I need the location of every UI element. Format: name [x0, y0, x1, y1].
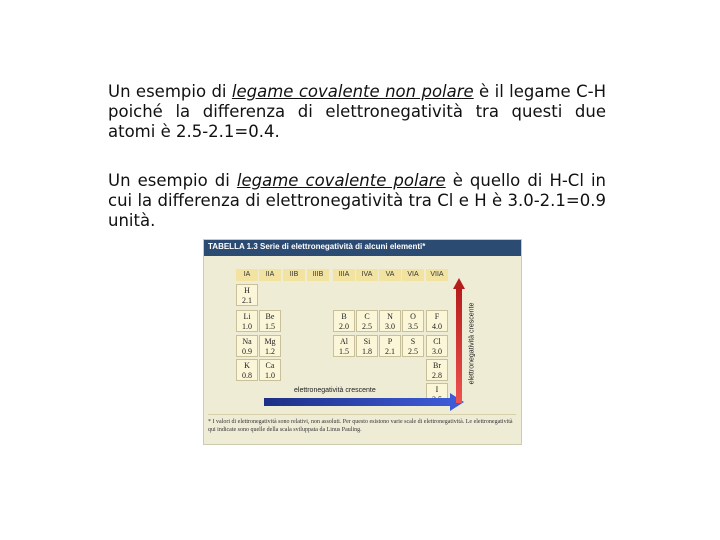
element-cell-i: I	[426, 383, 448, 405]
element-cell-be: Be 1.5	[259, 310, 281, 332]
vertical-arrow-label: elettronegatività crescente	[468, 302, 476, 385]
paragraph-nonpolar	[108, 82, 606, 142]
element-cell-br: Br 2.8	[426, 359, 448, 381]
element-cell-c: C 2.5	[356, 310, 378, 332]
element-cell-li: Li 1.0	[236, 310, 258, 332]
element-cell-si: Si 1.8	[356, 335, 378, 357]
group-iia: IIA	[259, 269, 281, 281]
group-viia: VIIA	[426, 269, 448, 281]
element-cell-ca: Ca 1.0	[259, 359, 281, 381]
paragraph2-prefix: Un esempio di	[108, 171, 237, 190]
paragraph-polar	[108, 171, 606, 231]
element-cell-mg: Mg 1.2	[259, 335, 281, 357]
element-cell-f: F 4.0	[426, 310, 448, 332]
table-title: TABELLA 1.3 Serie di elettronegatività di alcuni elementi*	[208, 242, 426, 251]
group-iiia: IIIA	[333, 269, 355, 281]
footnote-divider	[208, 414, 516, 415]
term-nonpolar: legame covalente non polare	[231, 82, 474, 101]
table-footnote: * I valori di elettronegatività sono relativi, non assoluti. Per questo esistono varie scale di elettronegatività. Le elettronegatività qui indicate sono quelle della scala sviluppata da Linus Pauling.	[208, 419, 513, 433]
horizontal-arrow-icon	[264, 398, 450, 406]
element-cell-n: N 3.0	[379, 310, 401, 332]
horizontal-arrow-label: elettronegatività crescente	[294, 387, 376, 394]
paragraph1-suffix: è il legame C-H poiché la differenza di elettronegatività tra questi due atomi è 2.5-2.1=0.4.	[108, 82, 606, 141]
group-iiib: IIIB	[307, 269, 329, 281]
element-cell-al: Al 1.5	[333, 335, 355, 357]
element-cell-s: S 2.5	[402, 335, 424, 357]
group-va: VA	[379, 269, 401, 281]
element-cell-o: O 3.5	[402, 310, 424, 332]
element-cell-na: Na 0.9	[236, 335, 258, 357]
element-cell-cl: Cl 3.0	[426, 335, 448, 357]
group-ia: IA	[236, 269, 258, 281]
element-cell-b: B 2.0	[333, 310, 355, 332]
element-cell-h: H 2.1	[236, 284, 258, 306]
element-cell-p: P 2.1	[379, 335, 401, 357]
element-cell-k: K 0.8	[236, 359, 258, 381]
term-polar: legame covalente polare	[236, 171, 446, 190]
vertical-arrow-icon	[456, 288, 462, 403]
group-via: VIA	[402, 269, 424, 281]
electronegativity-table-figure	[203, 239, 522, 445]
group-iva: IVA	[356, 269, 378, 281]
group-iib: IIB	[283, 269, 305, 281]
paragraph2-suffix: è quello di H-Cl in cui la differenza di elettronegatività tra Cl e H è 3.0-2.1=0.9 unità.	[108, 171, 607, 230]
table-header-bar	[204, 240, 521, 256]
paragraph1-prefix: Un esempio di	[108, 82, 232, 101]
